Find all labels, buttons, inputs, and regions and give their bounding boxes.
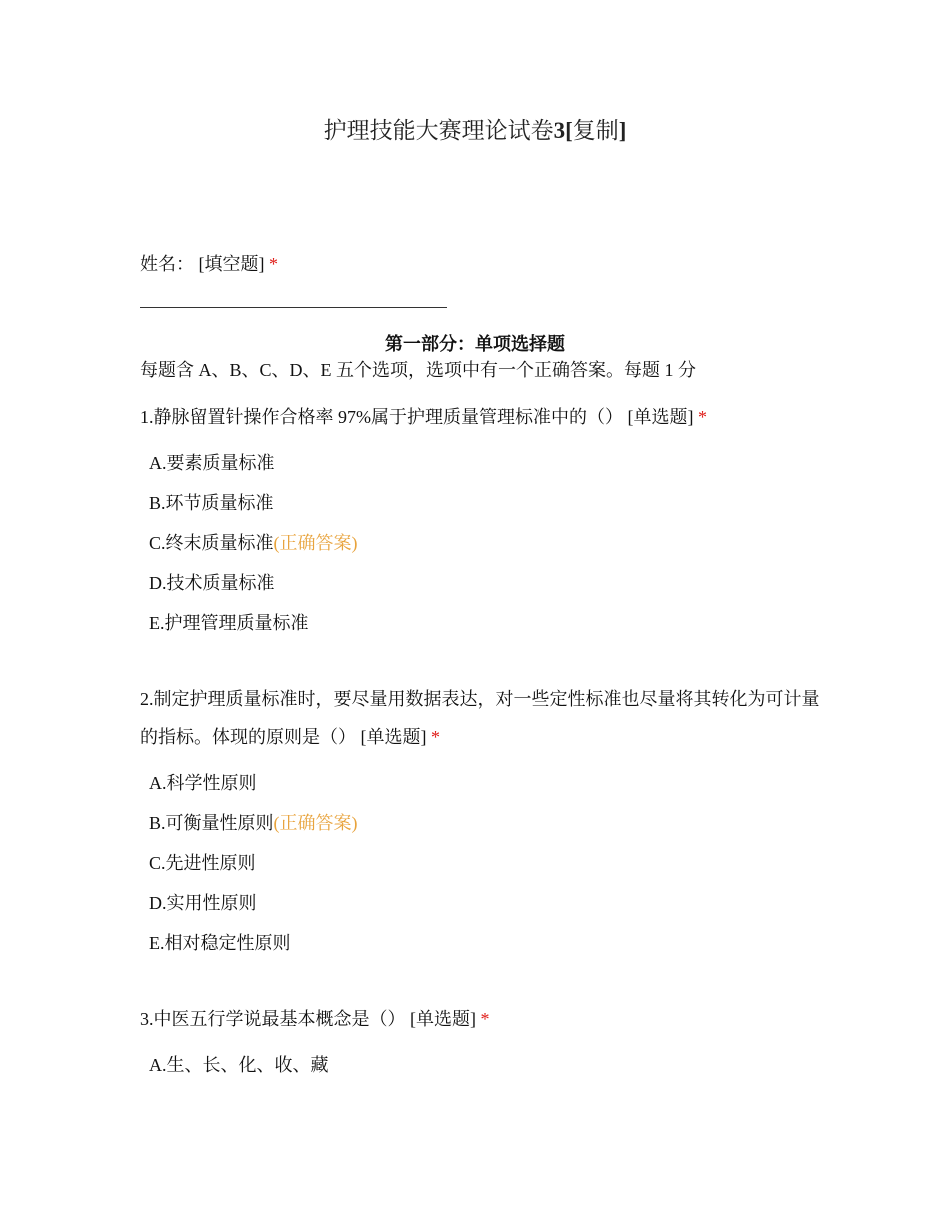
question-type: [单选题] bbox=[410, 1009, 476, 1029]
correct-answer-label: (正确答案) bbox=[273, 813, 358, 833]
question-text: 2.制定护理质量标准时，要尽量用数据表达，对一些定性标准也尽量将其转化为可计量的指标。体现的原则是（） bbox=[140, 689, 820, 747]
option-text: C.终末质量标准 bbox=[149, 533, 274, 553]
option-text: D.技术质量标准 bbox=[149, 573, 275, 593]
option-text: A.要素质量标准 bbox=[149, 453, 275, 473]
q2-option-a[interactable] bbox=[149, 771, 257, 795]
question-2 bbox=[140, 680, 820, 756]
q1-option-c[interactable] bbox=[149, 531, 358, 555]
name-label: 姓名： bbox=[140, 254, 194, 274]
q1-option-a[interactable] bbox=[149, 451, 275, 475]
option-text: A.生、长、化、收、藏 bbox=[149, 1055, 329, 1075]
required-mark: * bbox=[431, 727, 440, 747]
page-title bbox=[0, 112, 950, 145]
question-3 bbox=[140, 1000, 820, 1038]
question-text: 3.中医五行学说最基本概念是（） bbox=[140, 1009, 406, 1029]
section-title: 第一部分：单项选择题 bbox=[385, 334, 565, 354]
question-text: 1.静脉留置针操作合格率 97%属于护理质量管理标准中的（） bbox=[140, 407, 623, 427]
title-number: 3[ bbox=[553, 118, 573, 143]
required-mark: * bbox=[480, 1009, 490, 1029]
q1-option-b[interactable] bbox=[149, 491, 274, 515]
question-type: [单选题] bbox=[627, 407, 694, 427]
correct-answer-label: (正确答案) bbox=[273, 533, 358, 553]
name-input-line[interactable] bbox=[140, 307, 447, 308]
option-text: B.环节质量标准 bbox=[149, 493, 274, 513]
title-tail: 复制 bbox=[572, 118, 619, 143]
name-field-label bbox=[140, 252, 278, 276]
q2-option-d[interactable] bbox=[149, 891, 257, 915]
section-instructions: 每题含 A、B、C、D、E 五个选项，选项中有一个正确答案。每题 1 分 bbox=[140, 360, 697, 380]
question-type: [单选题] bbox=[360, 727, 427, 747]
q1-option-e[interactable] bbox=[149, 611, 309, 635]
question-1 bbox=[140, 398, 820, 436]
option-text: D.实用性原则 bbox=[149, 893, 257, 913]
option-text: E.护理管理质量标准 bbox=[149, 613, 309, 633]
option-text: A.科学性原则 bbox=[149, 773, 257, 793]
required-mark: * bbox=[698, 407, 707, 427]
q2-option-e[interactable] bbox=[149, 931, 291, 955]
q2-option-c[interactable] bbox=[149, 851, 256, 875]
title-close: ] bbox=[618, 118, 627, 143]
q1-option-d[interactable] bbox=[149, 571, 275, 595]
question-type: [填空题] bbox=[198, 254, 265, 274]
option-text: C.先进性原则 bbox=[149, 853, 256, 873]
q2-option-b[interactable] bbox=[149, 811, 358, 835]
title-main: 护理技能大赛理论试卷 bbox=[323, 118, 554, 143]
required-mark: * bbox=[269, 254, 278, 274]
q3-option-a[interactable] bbox=[149, 1053, 329, 1077]
option-text: B.可衡量性原则 bbox=[149, 813, 274, 833]
option-text: E.相对稳定性原则 bbox=[149, 933, 291, 953]
